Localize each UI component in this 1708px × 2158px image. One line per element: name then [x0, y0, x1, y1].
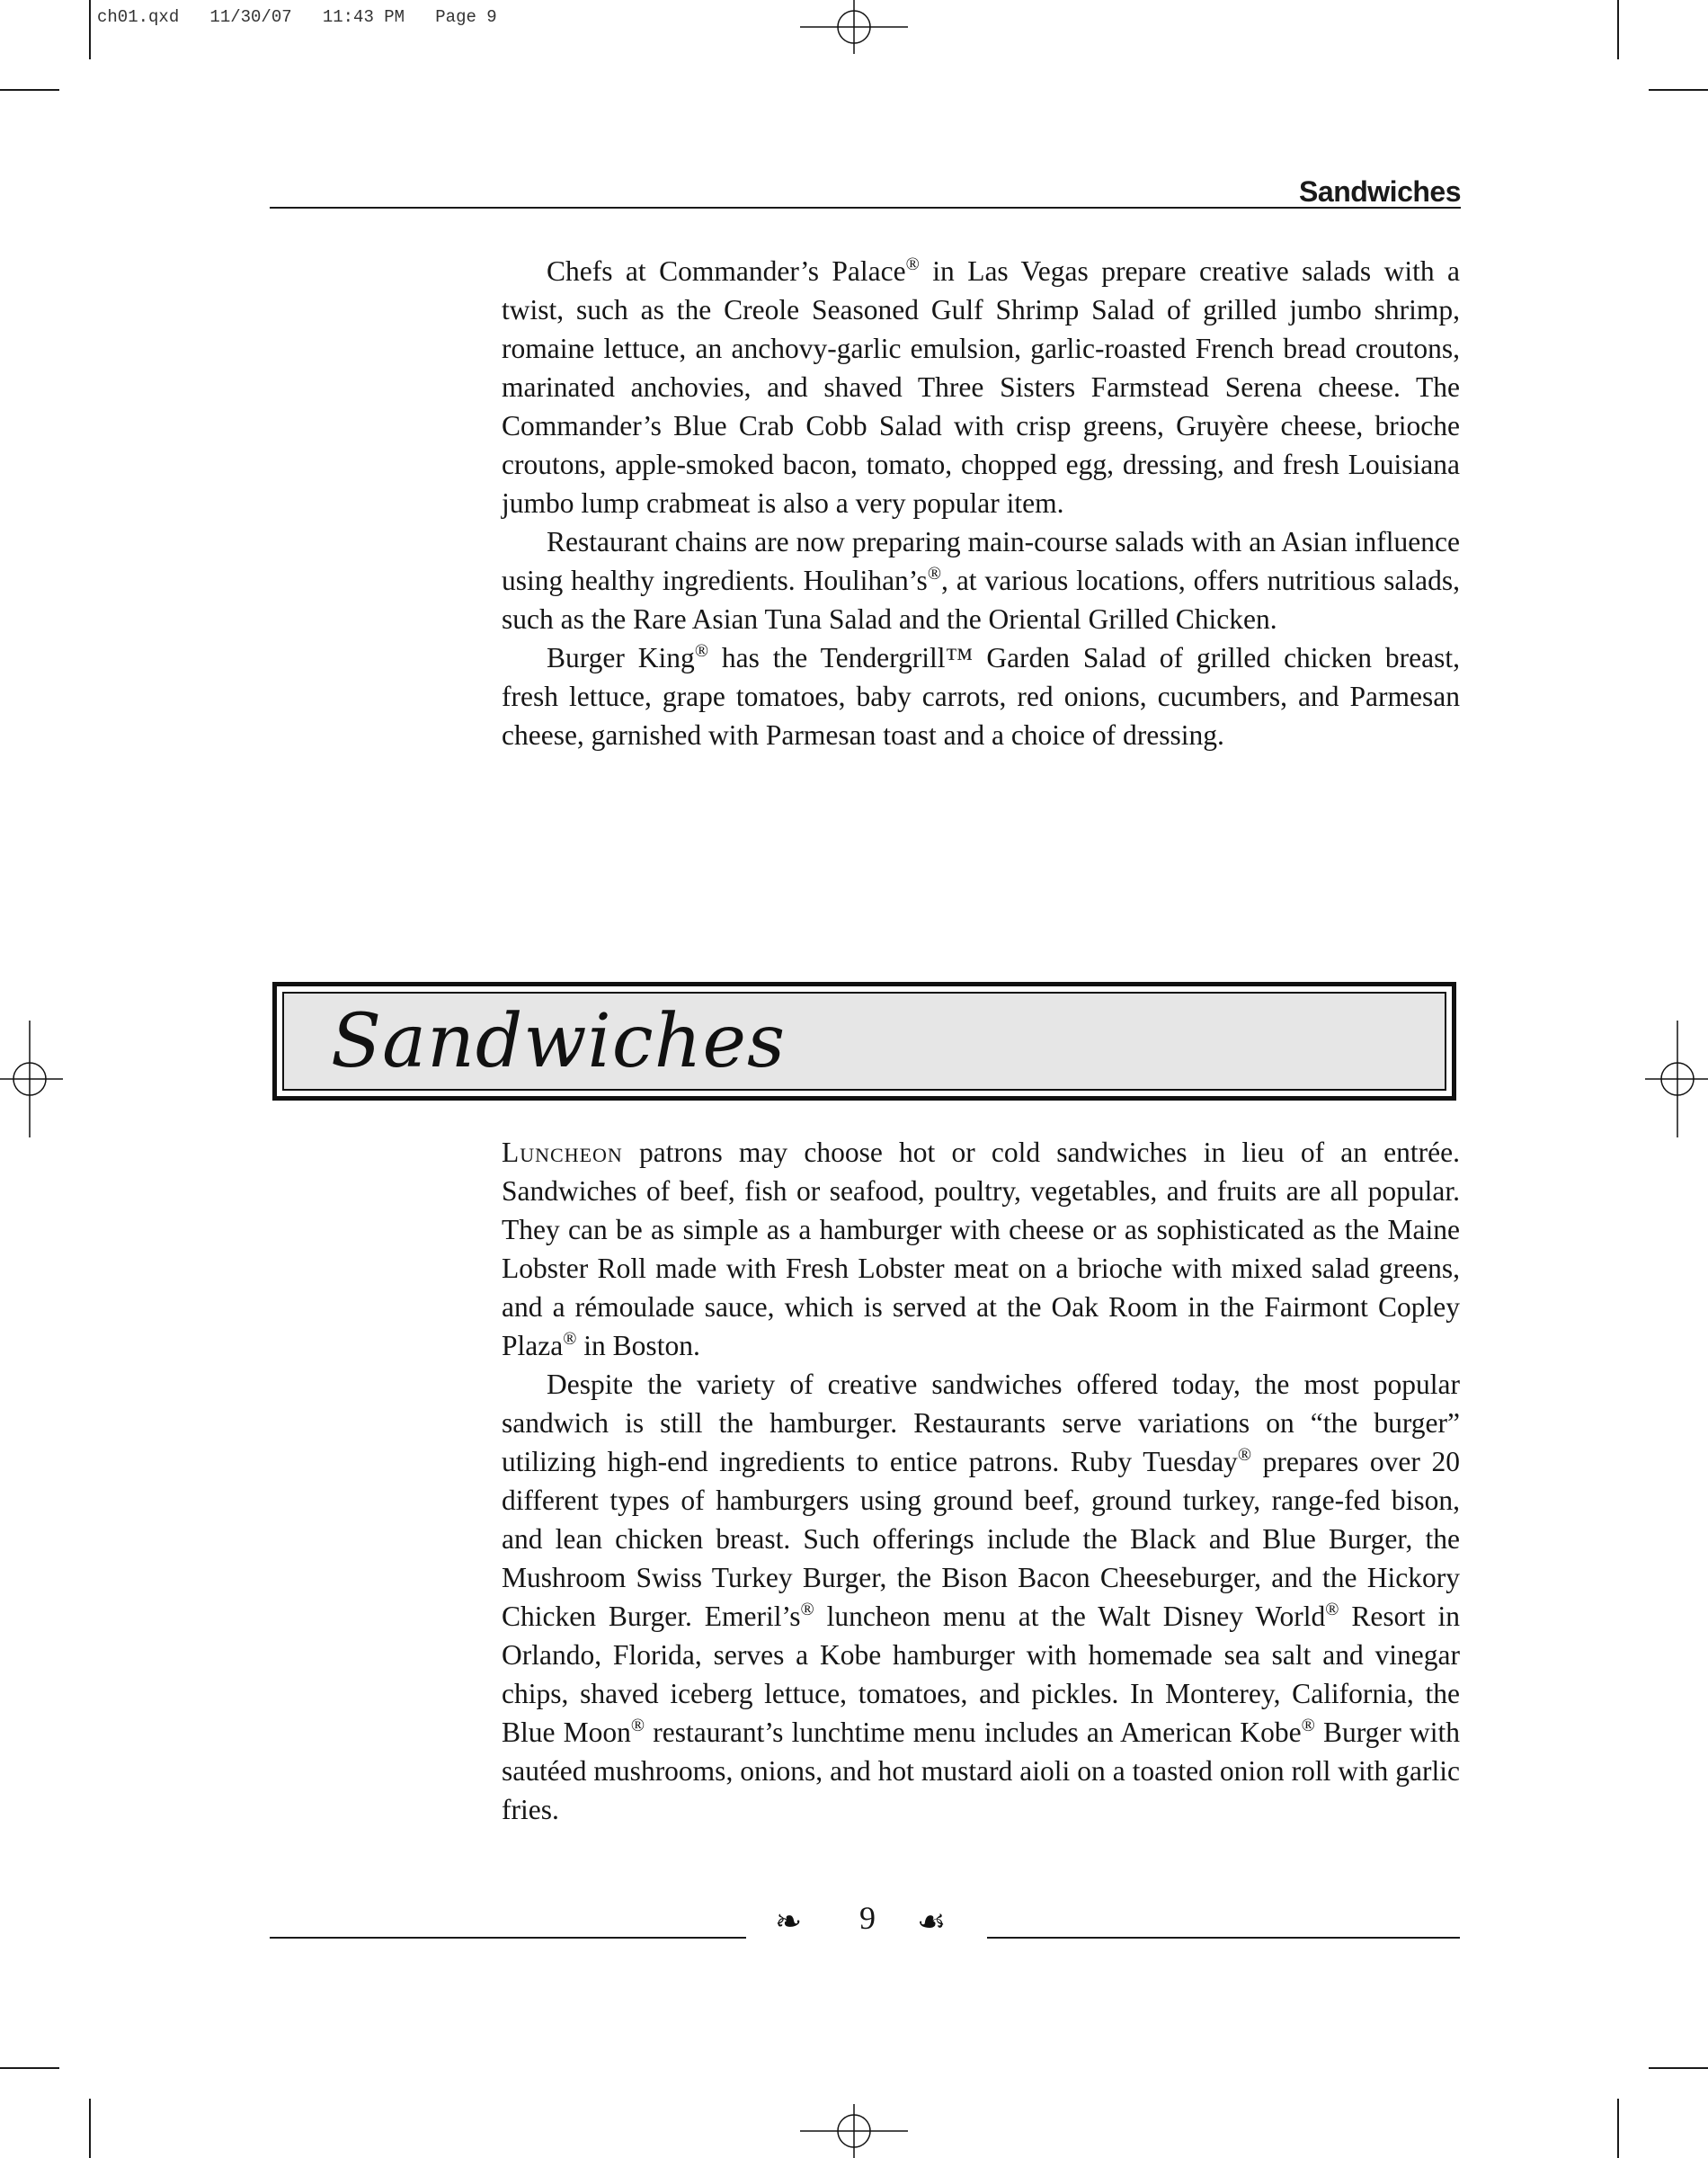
crop-mark-top-right-h: [1649, 89, 1708, 91]
folio-rule-left: [270, 1937, 746, 1939]
salads-text-block: [502, 252, 1460, 754]
crop-mark-bottom-left-h: [0, 2067, 59, 2069]
text-run: Despite the variety of creative sandwiches offered today, the most popular sandwich is still the hamburger. Restaurants serve variations on “the burger” utilizing high-end ingredients to entice patrons. Ruby Tuesday: [502, 1369, 1460, 1477]
registered-mark: ®: [1325, 1600, 1339, 1619]
crop-mark-top-left-h: [0, 89, 59, 91]
running-head: [270, 176, 1461, 209]
registered-mark: ®: [1237, 1445, 1252, 1465]
paragraph: [502, 1365, 1460, 1829]
text-run: in Boston.: [576, 1330, 700, 1361]
registration-mark-top: [791, 0, 917, 54]
text-run: Resort in Orlando, Florida, serves a Kobe hamburger with homemade sea salt and vinegar chips, shaved iceberg lettuce, tomatoes, and pickles. In Monterey, California, the Blue Moon: [502, 1601, 1460, 1748]
text-run: Chefs at Commander’s Palace: [547, 255, 906, 287]
ornament-left-icon: ❧: [775, 1904, 803, 1940]
crop-mark-top-left-v: [89, 0, 91, 59]
text-run: Burger King: [547, 642, 695, 673]
text-run: Burger with sautéed mushrooms, onions, and hot mustard aioli on a toasted onion roll with garlic fries.: [502, 1717, 1461, 1825]
paragraph: [502, 1133, 1460, 1365]
crop-mark-bottom-left-v: [89, 2099, 91, 2158]
paragraph: [502, 638, 1460, 754]
folio-rule-right: [987, 1937, 1460, 1939]
text-run: has the Tendergrill™ Garden Salad of grilled chicken breast, fresh lettuce, grape tomatoes, baby carrots, red onions, cucumbers, and Parmesan cheese, garnished with Parmesan toast and a choice of dressing.: [502, 642, 1461, 751]
section-title-box: [272, 982, 1456, 1101]
running-head-title: Sandwiches: [1299, 175, 1461, 208]
text-run: Restaurant chains are now preparing main-course salads with an Asian influence using healthy ingredients. Houlihan’s: [502, 526, 1460, 596]
text-run: , at various locations, offers nutritious salads, such as the Rare Asian Tuna Salad and the Oriental Grilled Chicken.: [502, 565, 1460, 635]
lead-in: Luncheon: [502, 1137, 623, 1168]
printer-slug: ch01.qxd 11/30/07 11:43 PM Page 9: [97, 7, 497, 27]
text-run: patrons may choose hot or cold sandwiches in lieu of an entrée. Sandwiches of beef, fish or seafood, poultry, vegetables, and fruits are all popular. They can be as simple as a hamburger with cheese or as sophisticated as the Maine Lobster Roll made with Fresh Lobster meat on a brioche with mixed salad greens, and a rémoulade sauce, which is served at the Oak Room in the Fairmont Copley Plaza: [502, 1137, 1460, 1361]
crop-mark-bottom-right-h: [1649, 2067, 1708, 2069]
registered-mark: ®: [905, 254, 920, 274]
registration-mark-bottom: [791, 2104, 917, 2158]
text-run: prepares over 20 different types of hamburgers using ground beef, ground turkey, range-fed bison, and lean chicken breast. Such offerings include the Black and Blue Burger, the Mushroom Swiss Turkey Burger, the Bison Bacon Cheeseburger, and the Hickory Chicken Burger. Emeril’s: [502, 1446, 1461, 1632]
crop-mark-bottom-right-v: [1617, 2099, 1619, 2158]
section-title-panel: [282, 992, 1446, 1091]
text-run: luncheon menu at the Walt Disney World: [814, 1601, 1326, 1632]
paragraph: [502, 522, 1460, 638]
section-title: Sandwiches: [331, 999, 787, 1084]
registered-mark: ®: [927, 564, 942, 584]
paragraph: [502, 252, 1460, 522]
crop-mark-top-right-v: [1617, 0, 1619, 59]
registered-mark: ®: [563, 1329, 577, 1349]
registered-mark: ®: [630, 1716, 645, 1735]
registered-mark: ®: [694, 641, 709, 661]
registration-mark-left: [0, 1016, 63, 1142]
text-run: in Las Vegas prepare creative salads with a twist, such as the Creole Seasoned Gulf Shrimp Salad of grilled jumbo shrimp, romaine lettuce, an anchovy-garlic emulsion, garlic-roasted French bread croutons, marinated anchovies, and shaved Three Sisters Farmstead Serena cheese. The Commander’s Blue Crab Cobb Salad with crisp greens, Gruyère cheese, brioche croutons, apple-smoked bacon, tomato, chopped egg, dressing, and fresh Louisiana jumbo lump crabmeat is also a very popular item.: [502, 255, 1460, 519]
text-run: restaurant’s lunchtime menu includes an American Kobe: [645, 1717, 1302, 1748]
page-number: 9: [859, 1900, 876, 1936]
registered-mark: ®: [800, 1600, 814, 1619]
ornament-right-icon: ☙: [917, 1904, 947, 1940]
registration-mark-right: [1645, 1016, 1708, 1142]
sandwiches-text-block: [502, 1133, 1460, 1829]
registered-mark: ®: [1301, 1716, 1315, 1735]
